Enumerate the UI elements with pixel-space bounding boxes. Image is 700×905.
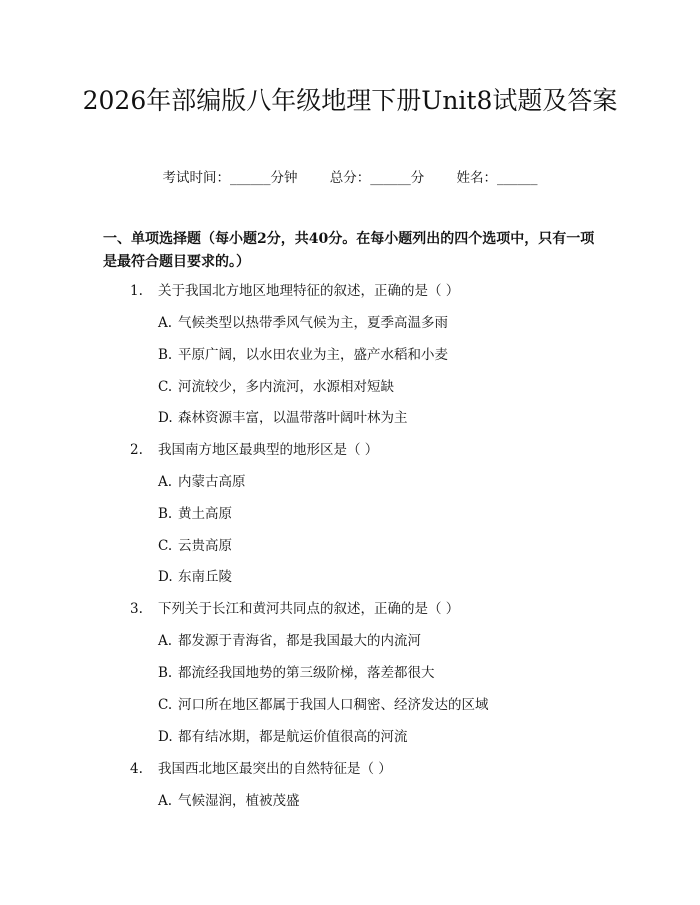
question-2-option-d xyxy=(158,568,232,586)
question-3-option-c xyxy=(158,696,489,714)
question-3-option-d xyxy=(158,728,408,746)
question-2-option-b xyxy=(158,505,232,523)
question-number: 4. xyxy=(130,761,143,777)
option-text: 东南丘陵 xyxy=(178,569,232,585)
question-3 xyxy=(130,600,459,618)
option-text: 都有结冰期，都是航运价值很高的河流 xyxy=(178,729,408,745)
option-letter: D. xyxy=(158,729,173,745)
option-letter: C. xyxy=(158,379,173,395)
option-letter: C. xyxy=(158,697,173,713)
question-number: 3. xyxy=(130,601,143,617)
question-2-option-c xyxy=(158,537,232,555)
total-score-field: 总分：______分 xyxy=(329,170,425,186)
question-1-option-d xyxy=(158,409,408,427)
exam-meta-line xyxy=(0,169,700,187)
question-text: 我国南方地区最典型的地形区是（ ） xyxy=(158,442,379,458)
option-letter: B. xyxy=(158,506,173,522)
option-text: 都流经我国地势的第三级阶梯，落差都很大 xyxy=(178,665,435,681)
question-number: 2. xyxy=(130,442,143,458)
option-letter: C. xyxy=(158,538,173,554)
exam-time-field: 考试时间：______分钟 xyxy=(162,170,298,186)
question-2 xyxy=(130,441,378,459)
option-text: 河流较少，多内流河，水源相对短缺 xyxy=(178,379,394,395)
option-letter: A. xyxy=(158,474,173,490)
question-3-option-a xyxy=(158,632,421,650)
student-name-field: 姓名：______ xyxy=(456,170,538,186)
option-letter: B. xyxy=(158,665,173,681)
question-2-option-a xyxy=(158,473,246,491)
option-text: 云贵高原 xyxy=(178,538,232,554)
option-letter: A. xyxy=(158,315,173,331)
option-letter: D. xyxy=(158,410,173,426)
question-1-option-b xyxy=(158,346,448,364)
option-letter: B. xyxy=(158,347,173,363)
question-text: 我国西北地区最突出的自然特征是（ ） xyxy=(158,761,392,777)
option-text: 河口所在地区都属于我国人口稠密、经济发达的区域 xyxy=(178,697,489,713)
option-text: 气候湿润，植被茂盛 xyxy=(178,793,300,809)
option-text: 黄土高原 xyxy=(178,506,232,522)
section-heading: 一、单项选择题（每小题2分，共40分。在每小题列出的四个选项中，只有一项是最符合题目要求的。） xyxy=(103,231,595,270)
question-number: 1. xyxy=(130,283,143,299)
option-text: 气候类型以热带季风气候为主，夏季高温多雨 xyxy=(178,315,448,331)
option-letter: A. xyxy=(158,633,173,649)
document-title: 2026年部编版八年级地理下册Unit8试题及答案 xyxy=(82,86,618,115)
question-1-option-c xyxy=(158,378,394,396)
question-text: 下列关于长江和黄河共同点的叙述，正确的是（ ） xyxy=(158,601,460,617)
question-1 xyxy=(130,282,459,300)
question-3-option-b xyxy=(158,664,435,682)
option-text: 都发源于青海省，都是我国最大的内流河 xyxy=(178,633,421,649)
option-text: 平原广阔，以水田农业为主，盛产水稻和小麦 xyxy=(178,347,448,363)
option-text: 森林资源丰富，以温带落叶阔叶林为主 xyxy=(178,410,408,426)
question-4 xyxy=(130,760,392,778)
question-4-option-a xyxy=(158,792,300,810)
option-text: 内蒙古高原 xyxy=(178,474,246,490)
option-letter: A. xyxy=(158,793,173,809)
question-text: 关于我国北方地区地理特征的叙述，正确的是（ ） xyxy=(158,283,460,299)
question-1-option-a xyxy=(158,314,448,332)
option-letter: D. xyxy=(158,569,173,585)
